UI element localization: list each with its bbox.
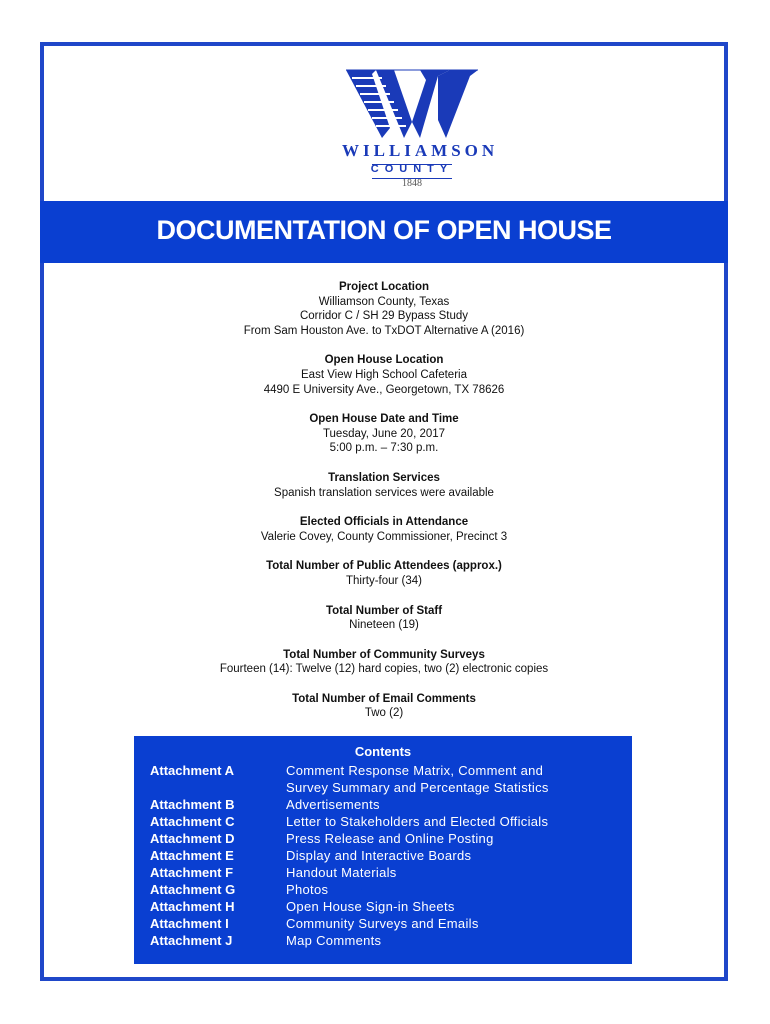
attachment-description [286,898,620,915]
attachment-description-line: Letter to Stakeholders and Elected Officials [286,814,549,829]
attachment-row [150,932,620,949]
attachment-description [286,881,620,898]
attachment-description-line: Map Comments [286,933,382,948]
attachment-description-line: Survey Summary and Percentage Statistics [286,780,549,795]
attachment-description [286,813,620,830]
w-logo-mark-icon [342,68,482,140]
attachment-description [286,847,620,864]
attachment-name: Attachment B [150,797,235,812]
logo-name-line1: WILLIAMSON [342,141,499,160]
attachment-row [150,915,620,932]
attachment-description-line: Advertisements [286,797,380,812]
attachment-description-line: Open House Sign-in Sheets [286,899,455,914]
section-value: East View High School Cafeteria [301,368,467,381]
attachment-description [286,915,620,932]
attachments-list [150,762,620,949]
attachment-name: Attachment A [150,763,235,778]
title-banner [40,201,728,263]
section-value: Nineteen (19) [349,619,419,632]
attachment-name: Attachment C [150,814,235,829]
attachment-name: Attachment H [150,899,235,914]
section-value: 5:00 p.m. – 7:30 p.m. [329,442,439,455]
section-label: Total Number of Public Attendees (approx.) [266,560,502,573]
contents-title: Contents [354,744,412,759]
attachment-description [286,830,620,847]
attachment-description-line: Handout Materials [286,865,397,880]
section-value: Thirty-four (34) [345,574,423,587]
section-label: Total Number of Staff [325,604,443,617]
attachment-name: Attachment G [150,882,236,897]
page-title: DOCUMENTATION OF OPEN HOUSE [156,215,612,245]
detail-section [44,412,724,456]
document-frame [40,42,728,981]
section-label: Total Number of Community Surveys [283,648,485,661]
attachment-row [150,762,620,796]
attachment-description-line: Press Release and Online Posting [286,831,494,846]
detail-section [44,604,724,633]
section-value: Tuesday, June 20, 2017 [322,427,446,440]
attachment-row [150,830,620,847]
williamson-county-logo [342,68,499,208]
attachment-name: Attachment D [150,831,235,846]
attachment-description-line: Display and Interactive Boards [286,848,472,863]
attachment-description-line: Comment Response Matrix, Comment and [286,763,544,778]
section-label: Project Location [338,281,430,293]
attachment-row [150,881,620,898]
section-label: Translation Services [328,471,440,484]
attachment-description [286,864,620,881]
attachment-row [150,796,620,813]
attachment-row [150,864,620,881]
attachment-name: Attachment I [150,916,229,931]
section-label: Open House Date and Time [309,413,459,426]
attachment-name: Attachment E [150,848,234,863]
section-label: Total Number of Email Comments [292,692,476,705]
attachment-description [286,796,620,813]
detail-section [44,471,724,500]
contents-box [134,736,632,964]
section-value: Williamson County, Texas [318,295,450,308]
section-value: From Sam Houston Ave. to TxDOT Alternative A (2016) [243,324,525,337]
section-value: 4490 E University Ave., Georgetown, TX 78626 [263,383,505,396]
attachment-description [286,932,620,949]
detail-section [44,515,724,544]
detail-section [44,648,724,677]
section-value: Corridor C / SH 29 Bypass Study [299,310,469,323]
section-value: Two (2) [364,707,404,720]
detail-section [44,353,724,397]
logo-name-line2: COUNTY [370,163,454,175]
attachment-row [150,847,620,864]
section-value: Valerie Covey, County Commissioner, Precinct 3 [260,530,508,543]
section-label: Elected Officials in Attendance [299,516,469,529]
logo-year: 1848 [402,178,422,189]
detail-section [44,559,724,588]
attachment-name: Attachment F [150,865,234,880]
attachment-name: Attachment J [150,933,233,948]
attachment-description-line: Photos [286,882,329,897]
section-value: Fourteen (14): Twelve (12) hard copies, two (2) electronic copies [219,663,549,676]
attachment-row [150,813,620,830]
attachment-row [150,898,620,915]
section-label: Open House Location [324,354,444,367]
open-house-details [44,280,724,736]
section-value: Spanish translation services were available [274,486,494,499]
detail-section [44,280,724,338]
attachment-description [286,762,620,796]
detail-section [44,692,724,721]
attachment-description-line: Community Surveys and Emails [286,916,479,931]
